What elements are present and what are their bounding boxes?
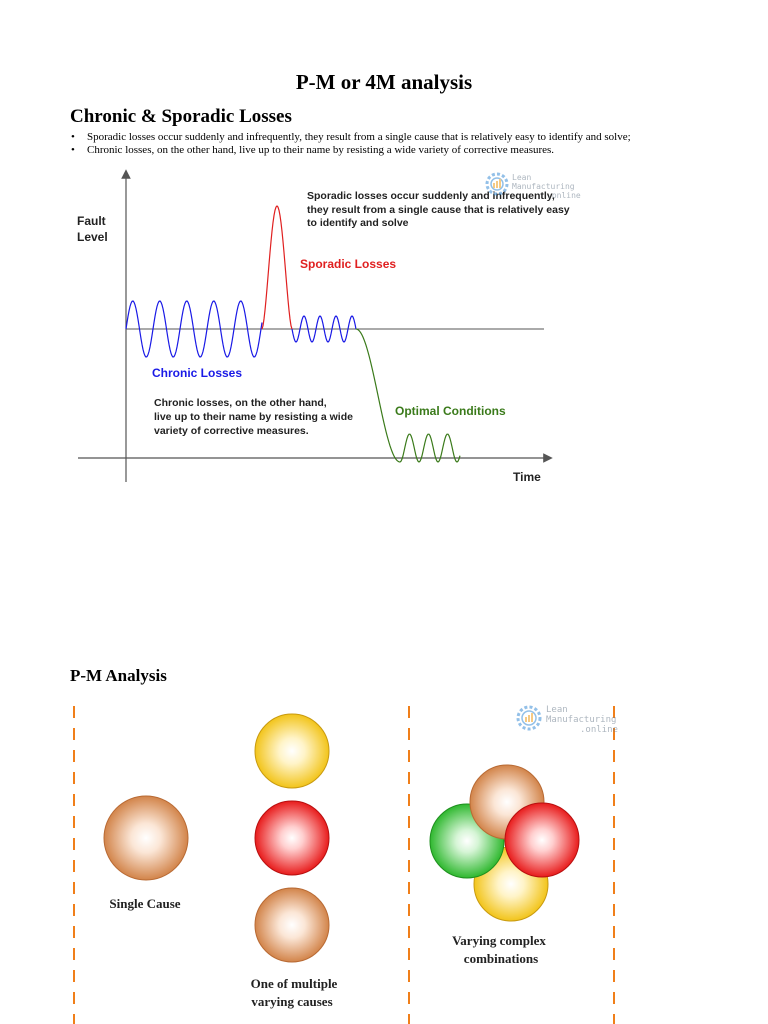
single-cause-circle xyxy=(104,796,188,880)
combo-circle-red xyxy=(505,803,579,877)
logo-line3: .online xyxy=(547,191,581,200)
sporadic-losses-label: Sporadic Losses xyxy=(300,257,397,271)
losses-diagram xyxy=(0,160,768,500)
multiple-causes-label-line2: varying causes xyxy=(251,994,333,1009)
sporadic-note-line3: to identify and solve xyxy=(307,217,409,229)
lean-manufacturing-logo-2 xyxy=(518,705,618,735)
page-title: P-M or 4M analysis xyxy=(295,70,473,94)
optimal-conditions-curve xyxy=(356,329,460,462)
y-axis-label-line1: Fault xyxy=(77,214,106,228)
cause-circle-red xyxy=(255,801,329,875)
gear-icon xyxy=(518,707,540,729)
complex-label-line1: Varying complex xyxy=(452,933,546,948)
optimal-conditions-label: Optimal Conditions xyxy=(395,404,506,418)
section-heading-pm-analysis: P-M Analysis xyxy=(70,666,167,685)
sporadic-note-line2: they result from a single cause that is relatively easy xyxy=(307,204,570,216)
y-axis-label-line2: Level xyxy=(77,230,108,244)
bullet-sporadic: • Sporadic losses occur suddenly and infrequently, they result from a single cause that is relatively easy to identify and solve; xyxy=(70,131,710,144)
single-cause-label: Single Cause xyxy=(109,896,181,911)
bullet-chronic: • Chronic losses, on the other hand, live up to their name by resisting a wide variety of corrective measures. xyxy=(70,144,710,157)
chronic-note-line3: variety of corrective measures. xyxy=(154,425,309,437)
losses-bullet-list xyxy=(70,131,710,157)
cause-circle-yellow xyxy=(255,714,329,788)
chronic-note-line1: Chronic losses, on the other hand, xyxy=(154,397,327,409)
x-axis-label: Time xyxy=(513,470,541,484)
logo-line2: Manufacturing xyxy=(512,182,575,191)
section-heading-losses: Chronic & Sporadic Losses xyxy=(70,106,292,127)
logo-line1: Lean xyxy=(546,705,568,715)
sporadic-loss-curve xyxy=(262,206,292,329)
logo-line2: Manufacturing xyxy=(546,715,617,725)
cause-circle-orange xyxy=(255,888,329,962)
chronic-note-line2: live up to their name by resisting a wide xyxy=(154,411,353,423)
complex-label-line2: combinations xyxy=(463,951,539,966)
logo-line1: Lean xyxy=(512,173,532,182)
pm-analysis-diagram xyxy=(0,690,768,1024)
logo-line3: .online xyxy=(580,725,618,735)
sporadic-note-line1: Sporadic losses occur suddenly and infrequently, xyxy=(307,190,555,202)
chronic-losses-label: Chronic Losses xyxy=(152,366,243,380)
multiple-causes-label-line1: One of multiple xyxy=(250,976,338,991)
